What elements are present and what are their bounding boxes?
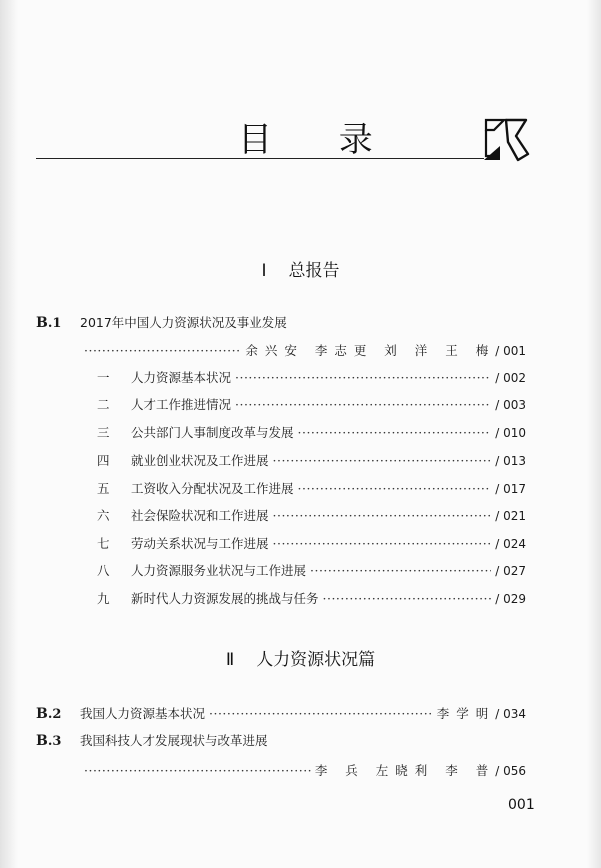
toc-section[interactable] xyxy=(97,423,526,441)
toc-section[interactable] xyxy=(97,395,526,413)
dot-leader xyxy=(298,425,492,440)
section-number: 九 xyxy=(97,591,110,606)
section-number: 七 xyxy=(97,536,110,551)
dot-leader xyxy=(273,536,492,551)
dot-leader xyxy=(235,370,491,385)
page-number: / 010 xyxy=(495,426,526,440)
section-title: 公共部门人事制度改革与发展 xyxy=(131,425,294,440)
page-edge-shadow xyxy=(0,0,18,868)
toc-chapter-b2[interactable] xyxy=(36,704,526,722)
section-title: 劳动关系状况与工作进展 xyxy=(131,536,269,551)
page-edge-shadow-right xyxy=(587,0,601,868)
part-roman: Ⅰ xyxy=(261,261,267,281)
toc-chapter-b1-byline[interactable] xyxy=(80,341,526,359)
toc-section[interactable] xyxy=(97,368,526,386)
page-number: / 027 xyxy=(495,564,526,578)
section-number: 一 xyxy=(97,370,110,385)
dot-leader xyxy=(273,453,492,468)
title-rule xyxy=(36,158,484,159)
toc-section[interactable] xyxy=(97,451,526,469)
page-number: / 029 xyxy=(495,592,526,606)
chapter-authors: 余兴安 李志更 刘 洋 王 梅 xyxy=(245,343,496,358)
dot-leader xyxy=(273,508,492,523)
section-title: 工资收入分配状况及工作进展 xyxy=(131,481,294,496)
dot-leader xyxy=(310,563,491,578)
toc-section[interactable] xyxy=(97,479,526,497)
part-heading-2 xyxy=(0,645,601,670)
section-number: 四 xyxy=(97,453,110,468)
section-title: 社会保险状况和工作进展 xyxy=(131,508,269,523)
page-number: / 001 xyxy=(495,344,526,358)
section-number: 三 xyxy=(97,425,110,440)
section-title: 新时代人力资源发展的挑战与任务 xyxy=(131,591,319,606)
page-number: / 024 xyxy=(495,537,526,551)
section-number: 五 xyxy=(97,481,110,496)
toc-section[interactable] xyxy=(97,561,526,579)
chapter-authors: 李 兵 左晓利 李 普 xyxy=(314,763,496,778)
chapter-number: B.2 xyxy=(36,706,62,722)
publisher-logo-icon xyxy=(482,116,532,164)
toc-section[interactable] xyxy=(97,534,526,552)
chapter-title: 2017年中国人力资源状况及事业发展 xyxy=(80,315,287,330)
section-title: 人力资源基本状况 xyxy=(131,370,232,385)
dot-leader xyxy=(209,706,433,721)
chapter-title: 我国科技人才发展现状与改革进展 xyxy=(80,733,268,748)
dot-leader xyxy=(84,763,311,778)
page-folio: 001 xyxy=(508,797,535,813)
chapter-number: B.1 xyxy=(36,315,62,331)
dot-leader xyxy=(235,397,491,412)
part-heading-1 xyxy=(0,256,601,281)
part-roman: Ⅱ xyxy=(225,650,235,670)
section-title: 就业创业状况及工作进展 xyxy=(131,453,269,468)
toc-section[interactable] xyxy=(97,589,526,607)
section-number: 六 xyxy=(97,508,110,523)
toc-chapter-b3[interactable] xyxy=(36,731,526,749)
page-number: / 017 xyxy=(495,482,526,496)
section-number: 八 xyxy=(97,563,110,578)
section-title: 人力资源服务业状况与工作进展 xyxy=(131,563,307,578)
part-label: 总报告 xyxy=(288,261,340,281)
dot-leader xyxy=(84,343,241,358)
part-label: 人力资源状况篇 xyxy=(256,650,376,670)
chapter-authors: 李学明 xyxy=(436,706,496,721)
toc-section[interactable] xyxy=(97,506,526,524)
page-number: / 002 xyxy=(495,371,526,385)
section-number: 二 xyxy=(97,397,110,412)
dot-leader xyxy=(323,591,492,606)
page-number: / 021 xyxy=(495,509,526,523)
chapter-title: 我国人力资源基本状况 xyxy=(80,706,206,721)
toc-chapter-b3-byline[interactable] xyxy=(80,761,526,779)
page-number: / 003 xyxy=(495,398,526,412)
section-title: 人才工作推进情况 xyxy=(131,397,232,412)
page-number: / 056 xyxy=(495,764,526,778)
toc-chapter-b1[interactable] xyxy=(36,313,526,331)
page-number: / 034 xyxy=(495,707,526,721)
page-number: / 013 xyxy=(495,454,526,468)
chapter-number: B.3 xyxy=(36,733,62,749)
dot-leader xyxy=(298,481,492,496)
page-title: 目 录 xyxy=(238,120,401,160)
